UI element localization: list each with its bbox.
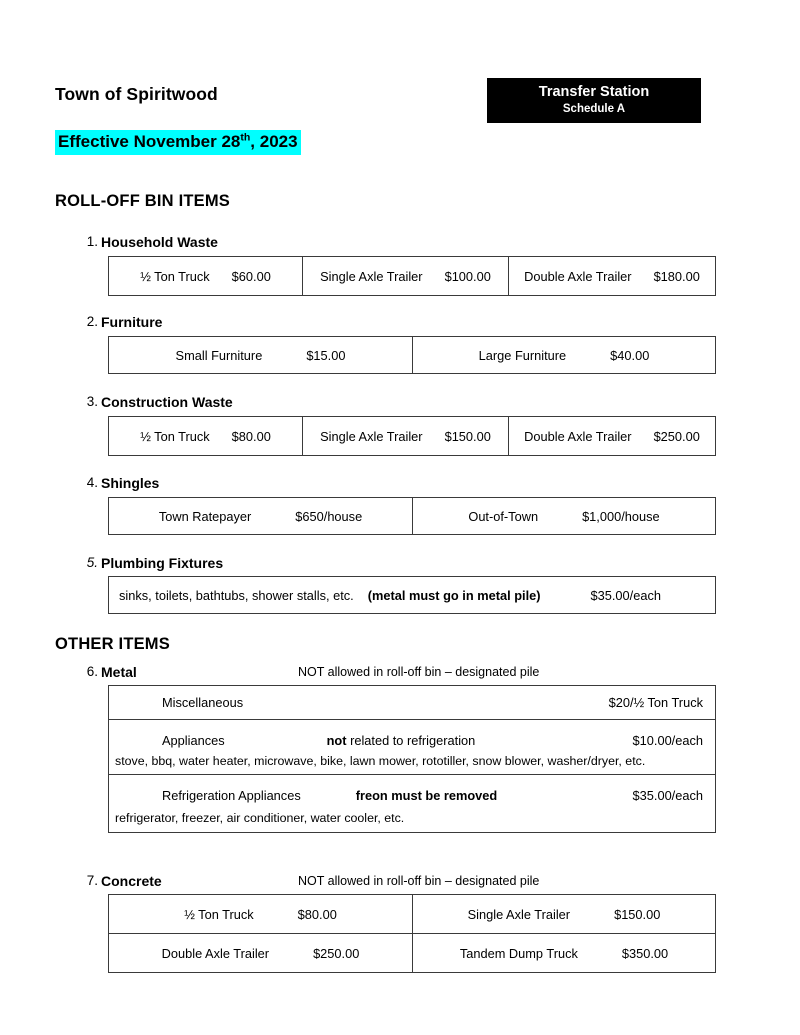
item-number: 7. <box>86 873 98 888</box>
cell-label: Single Axle Trailer <box>320 428 423 444</box>
cell-label: ½ Ton Truck <box>140 268 210 284</box>
table-concrete <box>108 894 716 973</box>
table-row <box>109 498 716 535</box>
metal-appliances-note-rest: related to refrigeration <box>346 732 476 748</box>
effective-date-ordinal: th <box>240 131 251 144</box>
table-cell <box>109 337 413 374</box>
item-number: 2. <box>86 314 98 329</box>
item-metal <box>0 664 800 684</box>
item-label: Plumbing Fixtures <box>101 555 224 571</box>
cell-label: Town Ratepayer <box>158 508 252 524</box>
metal-refrigeration-price: $35.00/each <box>632 788 703 804</box>
table-row <box>109 257 716 296</box>
table-cell <box>109 686 716 720</box>
transfer-station-subtitle: Schedule A <box>562 102 626 115</box>
table-cell <box>109 775 716 833</box>
cell-value: $80.00 <box>297 906 337 922</box>
table-cell <box>109 417 303 456</box>
cell-label: Double Axle Trailer <box>161 945 270 961</box>
table-row <box>109 934 716 973</box>
item-label: Furniture <box>101 314 163 330</box>
item-label: Construction Waste <box>101 394 233 410</box>
metal-misc-label: Miscellaneous <box>162 695 244 710</box>
effective-date <box>55 130 301 155</box>
metal-appliances-price: $10.00/each <box>632 732 703 748</box>
table-row <box>109 895 716 934</box>
table-furniture <box>108 336 716 374</box>
cell-label: Tandem Dump Truck <box>459 945 578 961</box>
table-cell <box>109 577 716 614</box>
cell-value: $15.00 <box>306 347 346 363</box>
item-plumbing-fixtures <box>0 555 800 575</box>
table-cell <box>109 498 413 535</box>
cell-label: ½ Ton Truck <box>140 428 210 444</box>
item-number: 3. <box>86 394 98 409</box>
table-row <box>109 577 716 614</box>
cell-value: $80.00 <box>231 428 271 444</box>
page-title: Town of Spiritwood <box>55 84 218 104</box>
effective-date-prefix: Effective November 28 <box>58 132 241 151</box>
metal-refrigeration-examples: refrigerator, freezer, air conditioner, water cooler, etc. <box>115 810 405 825</box>
plumbing-price: $35.00/each <box>590 587 661 603</box>
item-label: Concrete <box>101 873 162 889</box>
item-label: Shingles <box>101 475 160 491</box>
cell-label: Single Axle Trailer <box>320 268 423 284</box>
cell-value: $250.00 <box>653 428 700 444</box>
item-note: NOT allowed in roll-off bin – designated pile <box>298 665 540 679</box>
item-furniture <box>0 314 800 334</box>
cell-label: Out-of-Town <box>468 508 539 524</box>
table-cell <box>413 895 716 934</box>
metal-appliances-examples: stove, bbq, water heater, microwave, bike, lawn mower, rototiller, snow blower, washer/dryer, etc. <box>115 754 646 769</box>
table-cell <box>509 417 716 456</box>
table-cell <box>109 934 413 973</box>
table-household-waste <box>108 256 716 296</box>
table-construction-waste <box>108 416 716 456</box>
cell-label: Double Axle Trailer <box>524 268 632 284</box>
table-metal <box>108 685 716 833</box>
metal-refrigeration-note: freon must be removed <box>355 788 498 804</box>
table-cell <box>303 257 509 296</box>
item-concrete <box>0 873 800 893</box>
item-number: 4. <box>86 475 98 490</box>
item-number: 6. <box>86 664 98 679</box>
item-number: 1. <box>86 234 98 249</box>
effective-date-suffix: , 2023 <box>250 132 298 151</box>
cell-value: $180.00 <box>653 268 700 284</box>
plumbing-note: (metal must go in metal pile) <box>367 587 541 603</box>
cell-value: $150.00 <box>444 428 491 444</box>
item-household-waste <box>0 234 800 254</box>
table-cell <box>109 257 303 296</box>
item-construction-waste <box>0 394 800 414</box>
cell-value: $40.00 <box>610 347 650 363</box>
transfer-station-title: Transfer Station <box>538 84 650 101</box>
item-number: 5. <box>86 555 98 570</box>
table-row <box>109 720 716 775</box>
metal-refrigeration-label: Refrigeration Appliances <box>162 788 301 804</box>
table-cell <box>413 498 716 535</box>
cell-value: $60.00 <box>231 268 271 284</box>
table-cell <box>109 720 716 775</box>
cell-label: ½ Ton Truck <box>184 906 254 922</box>
table-cell <box>413 934 716 973</box>
transfer-station-badge <box>487 78 701 123</box>
cell-label: Small Furniture <box>175 347 263 363</box>
document-header <box>0 78 800 151</box>
cell-value: $100.00 <box>444 268 491 284</box>
metal-appliances-note-bold: not <box>326 732 347 748</box>
table-row <box>109 417 716 456</box>
cell-label: Double Axle Trailer <box>524 428 632 444</box>
item-label: Household Waste <box>101 234 218 250</box>
table-row <box>109 337 716 374</box>
cell-value: $250.00 <box>313 945 360 961</box>
item-label: Metal <box>101 664 137 680</box>
table-cell <box>109 895 413 934</box>
table-cell <box>509 257 716 296</box>
table-row <box>109 686 716 720</box>
cell-value: $1,000/house <box>582 508 660 524</box>
cell-value: $150.00 <box>614 906 661 922</box>
plumbing-description: sinks, toilets, bathtubs, shower stalls, etc. <box>119 587 354 603</box>
item-shingles <box>0 475 800 495</box>
section-heading-other: OTHER ITEMS <box>55 635 170 653</box>
table-plumbing-fixtures <box>108 576 716 614</box>
metal-appliances-label: Appliances <box>162 732 225 748</box>
cell-value: $350.00 <box>621 945 669 961</box>
section-heading-rolloff: ROLL-OFF BIN ITEMS <box>55 192 230 210</box>
cell-label: Single Axle Trailer <box>467 906 571 922</box>
table-shingles <box>108 497 716 535</box>
item-note: NOT allowed in roll-off bin – designated pile <box>298 874 540 888</box>
table-cell <box>413 337 716 374</box>
metal-misc-price: $20/½ Ton Truck <box>608 695 703 710</box>
table-row <box>109 775 716 833</box>
cell-value: $650/house <box>295 508 363 524</box>
table-cell <box>303 417 509 456</box>
cell-label: Large Furniture <box>478 347 567 363</box>
